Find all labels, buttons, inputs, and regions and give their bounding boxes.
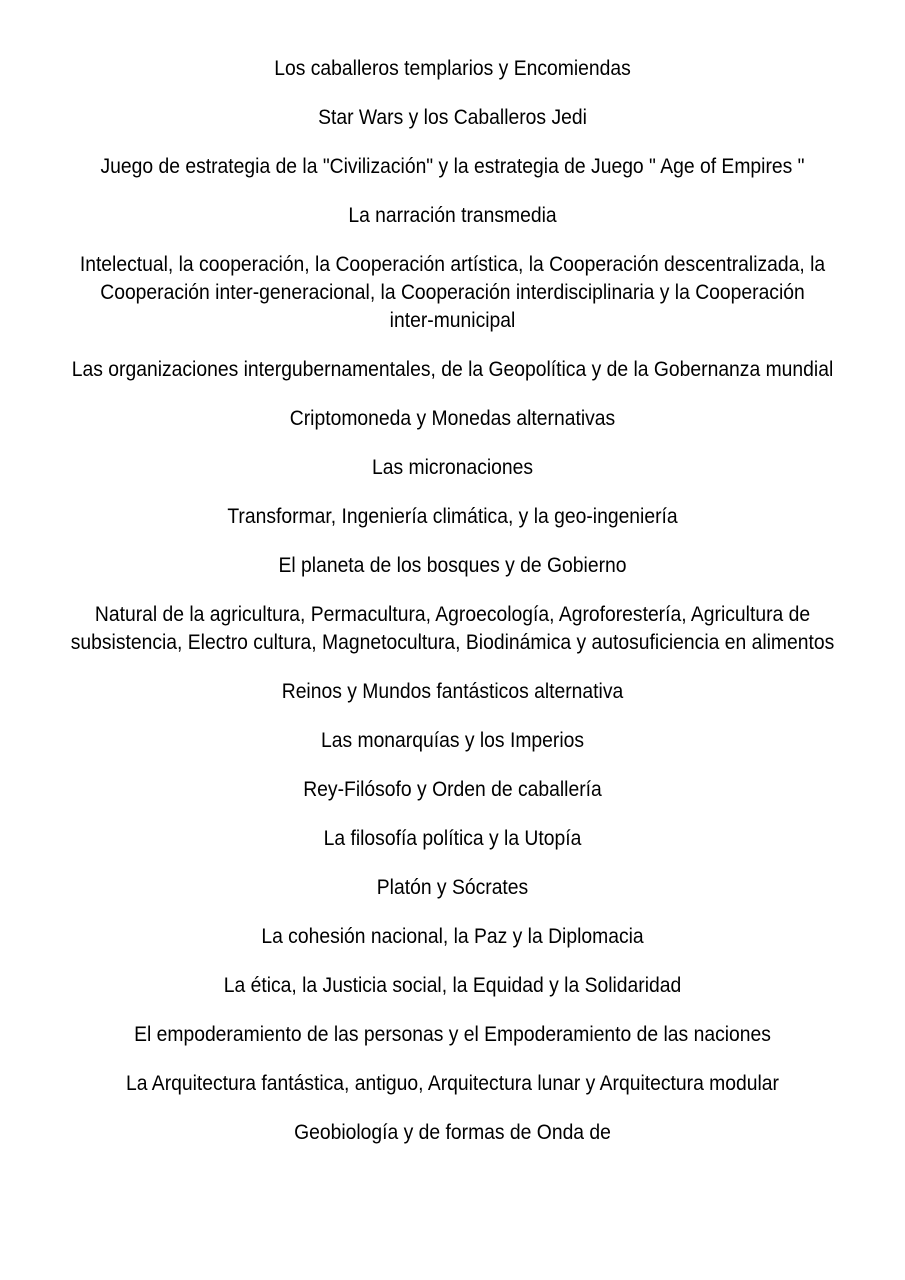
- topic-line: Juego de estrategia de la "Civilización" y la estrategia de Juego " Age of Empires ": [100, 155, 805, 178]
- topic-line: Reinos y Mundos fantásticos alternativa: [281, 680, 624, 703]
- topic-line: Geobiología y de formas de Onda de: [294, 1121, 611, 1144]
- topic-line: El planeta de los bosques y de Gobierno: [278, 554, 627, 577]
- topic-line: Criptomoneda y Monedas alternativas: [289, 407, 616, 430]
- topic-line: La filosofía política y la Utopía: [323, 827, 582, 850]
- topic-line: La ética, la Justicia social, la Equidad y la Solidaridad: [223, 974, 682, 997]
- topic-line: Las micronaciones: [371, 456, 534, 479]
- topic-line: Los caballeros templarios y Encomiendas: [274, 57, 631, 80]
- topic-line: El empoderamiento de las personas y el Empoderamiento de las naciones: [134, 1023, 771, 1046]
- topic-line: Platón y Sócrates: [376, 876, 529, 899]
- topic-line: La narración transmedia: [348, 204, 557, 227]
- topic-line: Las organizaciones intergubernamentales, de la Geopolítica y de la Gobernanza mundial: [71, 358, 834, 381]
- topic-line: Las monarquías y los Imperios: [320, 729, 585, 752]
- topic-line: Intelectual, la cooperación, la Cooperación artística, la Cooperación descentralizada, la Cooperación inter-generacional, la Cooperación interdisciplinaria y la Cooperación inter-municipal: [79, 253, 826, 332]
- topic-line: Rey-Filósofo y Orden de caballería: [303, 778, 602, 801]
- topic-list: [70, 55, 835, 1168]
- topic-line: La cohesión nacional, la Paz y la Diplomacia: [261, 925, 644, 948]
- topic-line: Natural de la agricultura, Permacultura, Agroecología, Agroforestería, Agricultura de subsistencia, Electro cultura, Magnetocultura, Biodinámica y autosuficiencia en alimentos: [70, 603, 835, 654]
- topic-line: Transformar, Ingeniería climática, y la geo-ingeniería: [227, 505, 678, 528]
- topic-line: Star Wars y los Caballeros Jedi: [318, 106, 587, 129]
- topic-line: La Arquitectura fantástica, antiguo, Arquitectura lunar y Arquitectura modular: [126, 1072, 779, 1095]
